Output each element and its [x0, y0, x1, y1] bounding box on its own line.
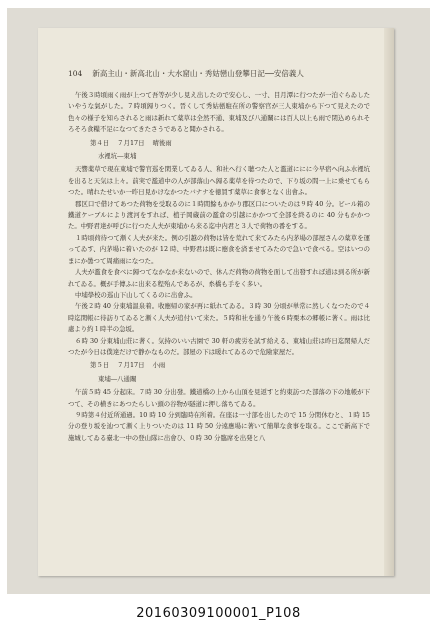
body-paragraph: 天響薬草で現在東埔で警官巡を閑業してゐる人、和社へ行く聴つた人と濫道ににに今早宿へ向ふ水裡坑を出ると天気は上々。前実で濫道中の人が部落山へ歸る薬草を待つたので、下り坂の間一上に乗せてもらつた。晴れたせいか一昨日見かけなかつたバナナを徳買す薬草に食事となく出會ふ。	[68, 165, 370, 197]
route-heading: 東埔―八通關	[98, 374, 137, 383]
date-day: ７月17日	[117, 138, 145, 147]
page-number: 104	[68, 69, 83, 78]
diary-date-heading	[90, 360, 370, 371]
route-heading: 水裡坑―東埔	[98, 152, 137, 161]
body-paragraph: 人夫が濫食を食べに歸つてなかなか来ないので、休んだ荷物の荷物を面して出發すれば道は到る所が新れてゐる。概が手傳ふに出来る程殆んであるが、糸橋も手をく多い。	[68, 268, 370, 288]
date-date: 第５日	[90, 361, 110, 370]
body-paragraph: 午後２時 40 分東埔温泉着。收應帰の家が再に紙れてゐる。３時 30 分頃が単常に然しくなつたので４時迄閑帳に待訪りてゐると漸く人夫が追付いて来た。５時和社を通り午後６時栗本の郷帳に著く。雨は比處より約１時半の急坂。	[68, 302, 370, 334]
date-weather: 小雨	[152, 361, 166, 370]
running-header	[68, 68, 368, 79]
page-spine-shadow	[384, 28, 394, 576]
diary-date-heading	[90, 138, 370, 149]
date-date: 第４日	[90, 138, 110, 147]
body-paragraph: 郡区口で借けてあつた荷物を受取るのに１時間餘もかかり郡区口についたのは９時 40 分。ビール箱の鐵道ケーブルにより渡河をすれば、植子岡蔵前の濫倉の引越にかかつて全部を終るのに 40 分もかかつた。中野君達が呼びに行つた人夫が東埔から来る迄中内君と３人で荷物の番をする。	[68, 199, 370, 231]
page-body	[68, 90, 370, 444]
body-paragraph: １時頃荷待つて漸く人夫が来た。例の引越の荷物は皆を荒れて来てみたら内茅場の部屋さんの薬草を運ってゐす、内茅場に着いたのが 12 時、中野君は既に應食を済ませてみたので急いで食べる。空はいつのまにか曇つて周痛雨になつた。	[68, 233, 370, 265]
image-caption: 20160309100001_P108	[136, 606, 301, 621]
book-page	[38, 28, 394, 576]
running-title: 新高主山・新高北山・大水窟山・秀姑巒山登攀日記──安倍義人	[92, 69, 304, 78]
body-paragraph: 中埔學校の巡山下山してくるのに出會ふ。	[75, 290, 197, 299]
date-day: ７月17日	[117, 361, 145, 370]
body-paragraph: 午後３時頃雨く雨が上つて吾等が少し見え出したので安心し、一寸、目月潭に行つたが一泊ぐらゐしたいやうな氣がした。７時頃歸りつく。晉くして秀姑巒駐在所の警察官が三人東埔から下つて見えたので色々の様子を知らされると雨は新れて薬草は全然不通、東埔及び八通關には百人以上も雨で閉込められそろそろ食糧不足になつてきたさうであると聞かされる。	[68, 91, 370, 134]
body-paragraph: 午前５時 45 分起床。７時 30 分出發。鐵道橋の上から山頂を見返すと約東訪つた部落の下の地帳が下つて、その横きにあつたらしい頭の谷物が隧道に押し落ちてゐる。	[68, 388, 370, 408]
date-weather: 晴後雨	[152, 138, 172, 147]
body-paragraph: ９時第４付近所通過。10 時 10 分到臨時在所着。在座は一寸部を出したので 15 分閑休むと、１時 15 分の登り坂を辿つて漸く上りついたのは 11 時 50 分遠應場に著いて簡單な食事を取る。ここで新高下で施城してゐる臺北一中の登山隊に出會ひ、０時 30 分臨席を出発と八	[68, 410, 370, 442]
body-paragraph: ６時 30 分東埔山莊に著く。気持のいい古園で 30 軒の疲労を試す給える、東埔山莊は昨日迄閑帰人だつたが今日は僕達だけで静かなものだ。部屋の下は暖れてゐるので危險家屋だ。	[68, 336, 370, 356]
